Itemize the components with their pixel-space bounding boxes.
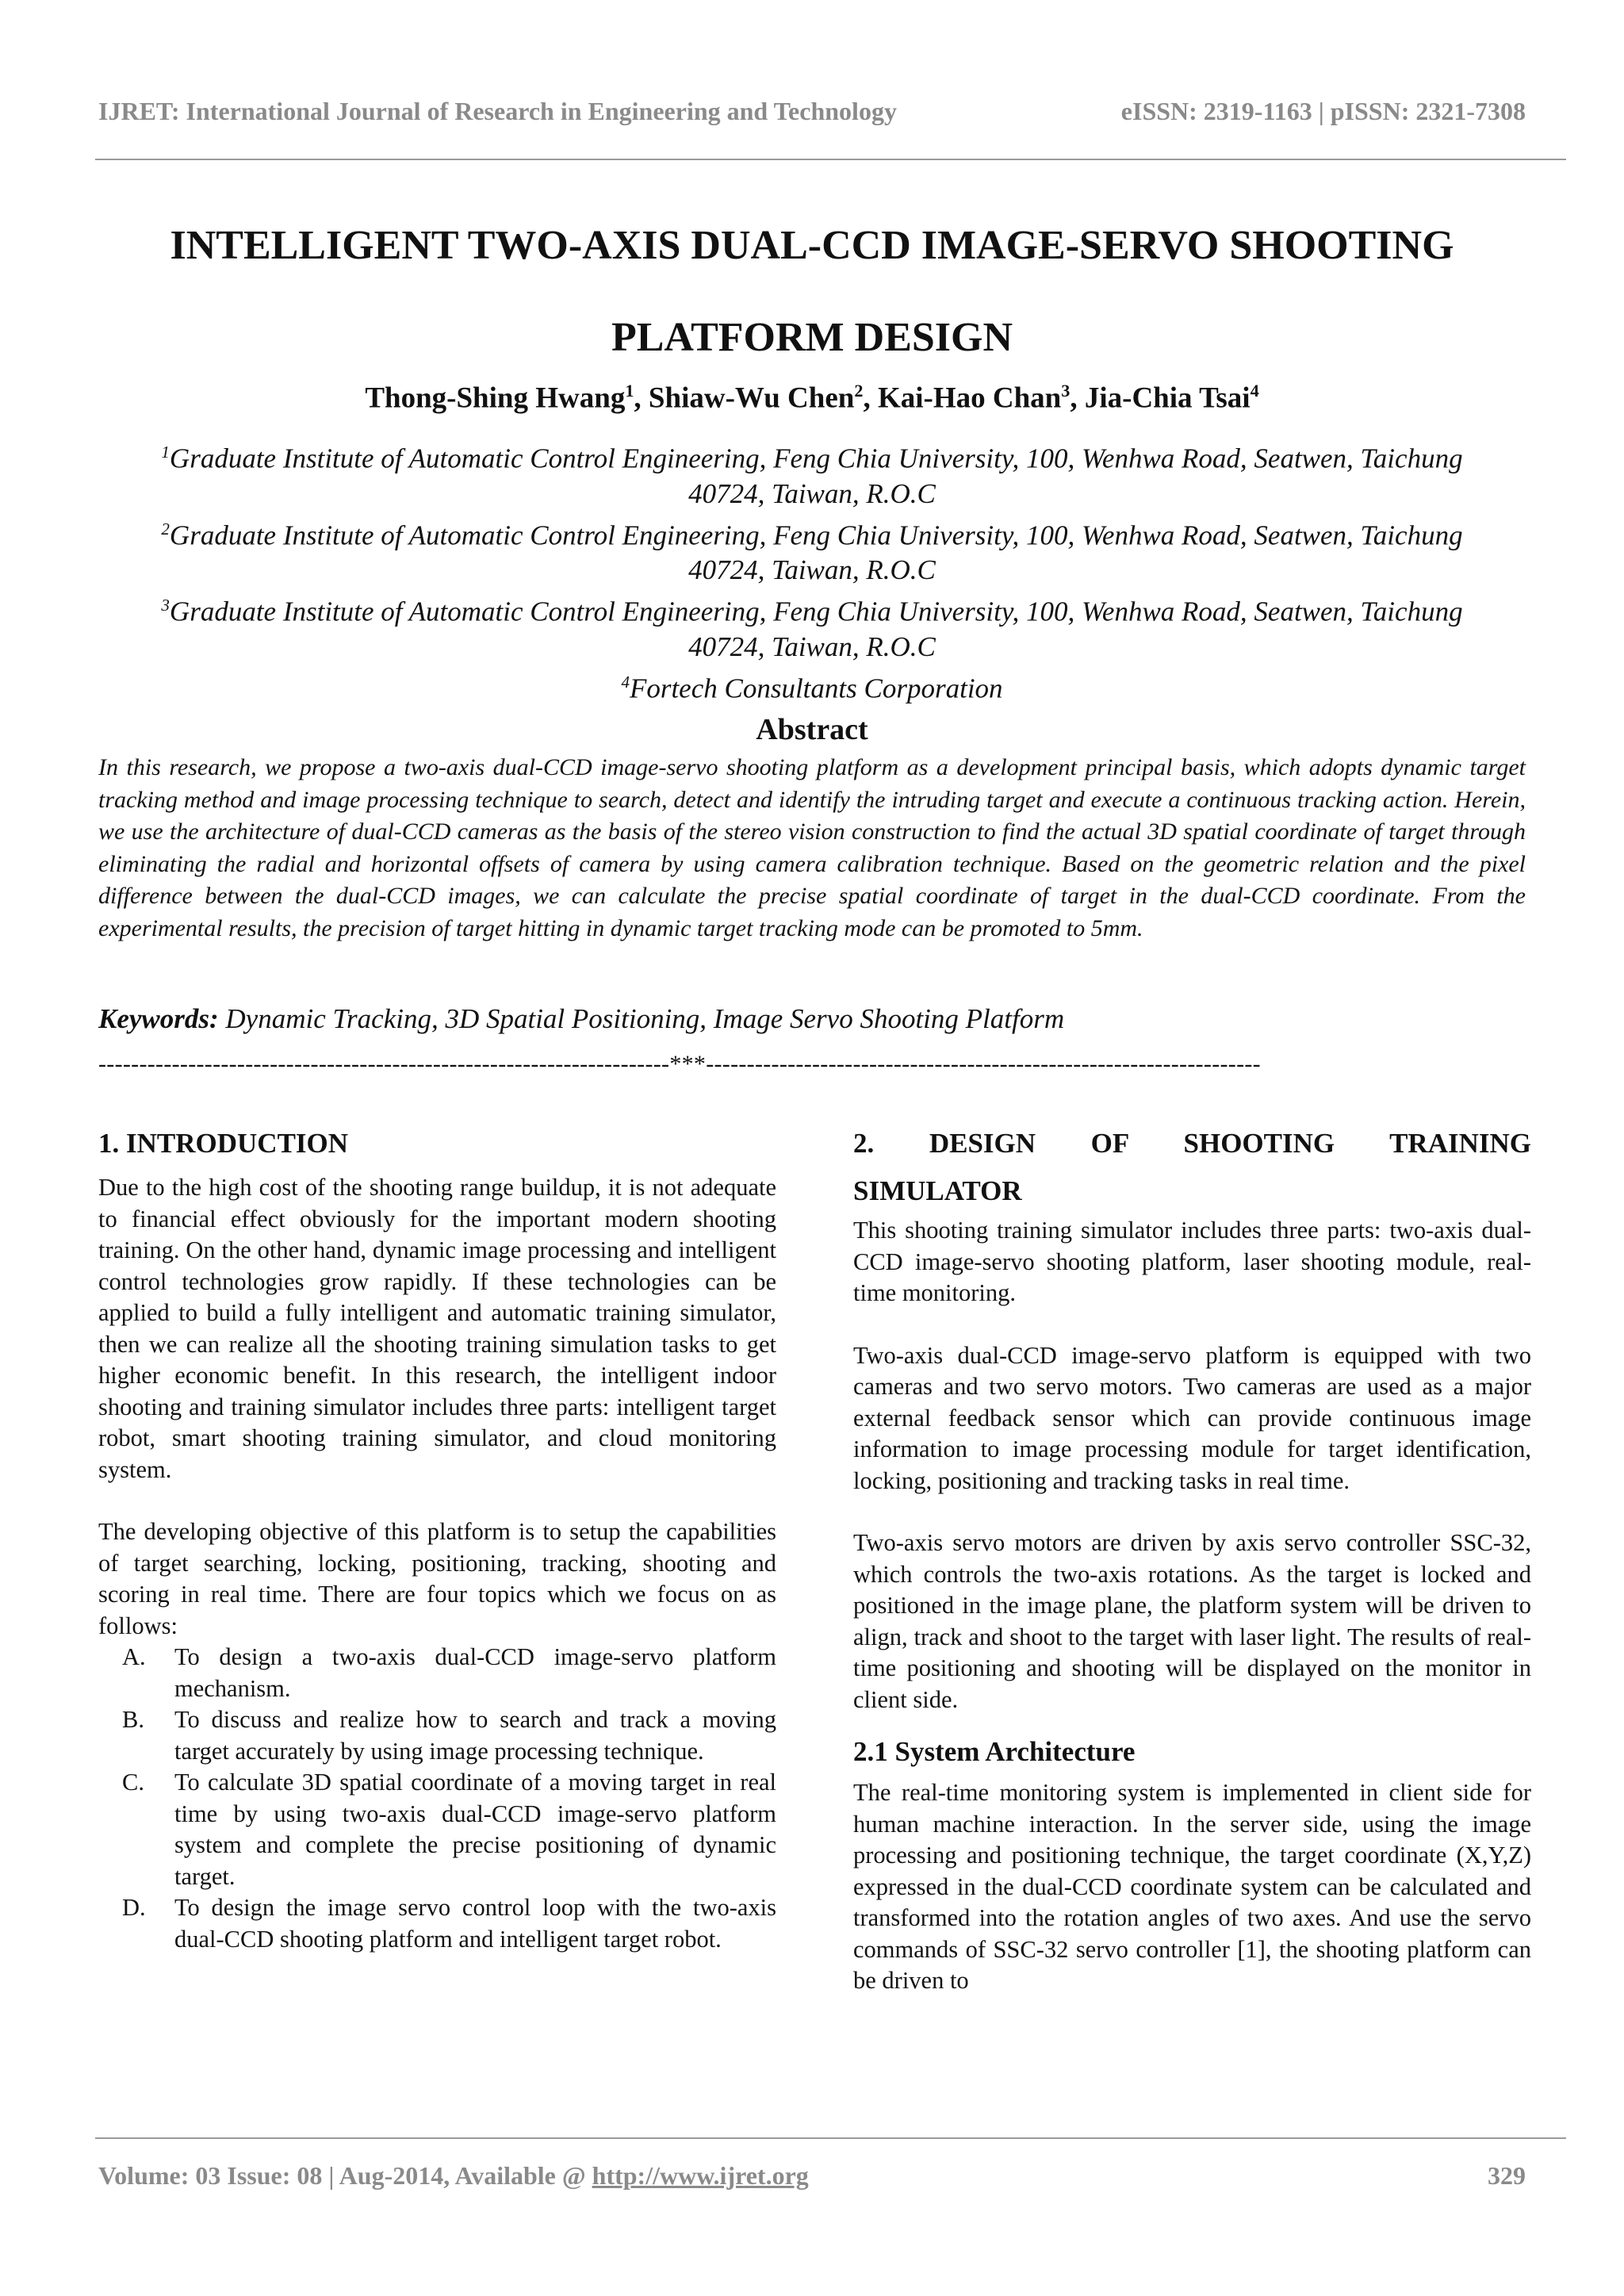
section-separator: ----------------------------------------------------------------------***-------------------------------------------------------------------- [98, 1051, 1261, 1077]
affiliation-1-line-1 [98, 435, 1526, 477]
affiliation-text: Graduate Institute of Automatic Control Engineering, Feng Chia University, 100, Wenhwa Road, Seatwen, Taichung [169, 596, 1463, 627]
author-name: Jia-Chia Tsai [1084, 381, 1251, 415]
left-column [98, 1125, 776, 1955]
list-marker: D. [122, 1894, 146, 1921]
affiliation-sup: 4 [621, 672, 630, 692]
journal-url-link[interactable]: http://www.ijret.org [592, 2161, 809, 2190]
design-paragraph-1: This shooting training simulator includes three parts: two-axis dual-CCD image-servo shooting platform, laser shooting module, real-time monitoring. [853, 1217, 1531, 1306]
title-line-1: INTELLIGENT TWO-AXIS DUAL-CCD IMAGE-SERVO SHOOTING [170, 223, 1454, 268]
intro-paragraph-2: The developing objective of this platform is to setup the capabilities of target searching, locking, positioning, tracking, shooting and scoring in real time. There are four topics which we focus on as follows: [98, 1518, 776, 1639]
author-name: Thong-Shing Hwang [365, 381, 626, 415]
running-footer [98, 2161, 1526, 2191]
author-name: Kai-Hao Chan [877, 381, 1062, 415]
footer-divider [95, 2137, 1566, 2139]
affiliation-list [98, 435, 1526, 707]
design-paragraph-2: Two-axis dual-CCD image-servo platform is equipped with two cameras and two servo motors. Two cameras are used as a major external feedback sensor which can provide continuous image information to image processing module for target identification, locking, positioning and tracking tasks in real time. [853, 1341, 1531, 1494]
author-sup: 4 [1250, 381, 1259, 401]
intro-heading: 1. INTRODUCTION [98, 1128, 349, 1159]
keywords-line [98, 1003, 1526, 1035]
right-column [853, 1125, 1531, 1997]
list-text: To discuss and realize how to search and track a moving target accurately by using image processing technique. [174, 1706, 776, 1765]
abstract-heading: Abstract [756, 713, 868, 746]
affiliation-text: Graduate Institute of Automatic Control Engineering, Feng Chia University, 100, Wenhwa Road, Seatwen, Taichung [169, 519, 1463, 551]
design-heading-line-1: 2. DESIGN OF SHOOTING TRAINING [853, 1128, 1531, 1159]
volume-text: Volume: 03 Issue: 08 | Aug-2014, Available @ [98, 2161, 592, 2190]
list-item [98, 1767, 776, 1892]
author-sep: , [863, 381, 878, 415]
affiliation-sup: 3 [161, 596, 170, 615]
system-architecture-heading: 2.1 System Architecture [853, 1736, 1136, 1767]
abstract-text: In this research, we propose a two-axis dual-CCD image-servo shooting platform as a development principal basis, which adopts dynamic target tracking method and image processing technique to search, detect and identify the intruding target and execute a continuous tracking action. Herein, we use the architecture of dual-CCD cameras as the basis of the stereo vision construction to find the actual 3D spatial coordinate of target through eliminating the radial and horizontal offsets of camera by using camera calibration technique. Based on the geometric relation and the pixel difference between the dual-CCD images, we can calculate the precise spatial coordinate of target in the dual-CCD coordinate. From the experimental results, the precision of target hitting in dynamic target tracking mode can be promoted to 5mm. [98, 754, 1526, 941]
title-line-2: PLATFORM DESIGN [611, 315, 1013, 360]
list-marker: A. [122, 1643, 146, 1670]
affiliation-text: Graduate Institute of Automatic Control Engineering, Feng Chia University, 100, Wenhwa Road, Seatwen, Taichung [169, 443, 1463, 474]
affiliation-2-line-2: 40724, Taiwan, R.O.C [688, 554, 936, 586]
affiliation-4-line-1 [98, 665, 1526, 707]
keywords-text: Dynamic Tracking, 3D Spatial Positioning, Image Servo Shooting Platform [218, 1003, 1065, 1034]
design-paragraph-3: Two-axis servo motors are driven by axis servo controller SSC-32, which controls the two-axis rotations. As the target is locked and positioned in the image plane, the platform system will be driven to align, track and shoot to the target with laser light. The results of real-time positioning and shooting will be displayed on the monitor in client side. [853, 1529, 1531, 1713]
keywords-label: Keywords: [98, 1003, 219, 1034]
affiliation-sup: 2 [161, 519, 170, 539]
design-heading-line-2: SIMULATOR [853, 1175, 1022, 1206]
volume-info [98, 2161, 809, 2191]
list-marker: C. [122, 1769, 144, 1796]
page-number: 329 [1488, 2161, 1526, 2190]
author-list [98, 381, 1526, 415]
intro-paragraph-1: Due to the high cost of the shooting range buildup, it is not adequate to financial effect obviously for the important modern shooting training. On the other hand, dynamic image processing and intelligent control technologies grow rapidly. If these technologies can be applied to build a fully intelligent and automatic training simulator, then we can realize all the shooting training simulation tasks to get higher economic benefit. In this research, the intelligent indoor shooting and training simulator includes three parts: intelligent target robot, smart shooting training simulator, and cloud monitoring system. [98, 1174, 776, 1483]
list-item [98, 1892, 776, 1955]
header-divider [95, 159, 1566, 160]
design-paragraph-4: The real-time monitoring system is implemented in client side for human machine interaction. In the server side, using the image processing and positioning technique, the target coordinate (X,Y,Z) expressed in the dual-CCD coordinate system can be calculated and transformed into the rotation angles of two axes. And use the servo commands of SSC-32 servo controller [1], the shooting platform can be driven to [853, 1779, 1531, 1994]
journal-name: IJRET: International Journal of Research in Engineering and Technology [98, 97, 897, 125]
list-text: To design a two-axis dual-CCD image-servo platform mechanism. [174, 1643, 776, 1702]
author-sep: , [1070, 381, 1085, 415]
list-item [98, 1704, 776, 1767]
affiliation-text: Fortech Consultants Corporation [629, 673, 1003, 704]
list-marker: B. [122, 1706, 144, 1733]
list-item [98, 1642, 776, 1704]
issn-info: eISSN: 2319-1163 | pISSN: 2321-7308 [1120, 97, 1526, 125]
author-name: Shiaw-Wu Chen [648, 381, 855, 415]
author-sup: 1 [625, 381, 634, 401]
author-sup: 3 [1061, 381, 1071, 401]
list-text: To calculate 3D spatial coordinate of a moving target in real time by using two-axis dual-CCD image-servo platform system and complete the precise positioning of dynamic target. [174, 1769, 776, 1890]
paper-title [98, 200, 1526, 384]
topics-list [98, 1642, 776, 1955]
running-header [98, 97, 1526, 126]
author-sup: 2 [854, 381, 864, 401]
list-text: To design the image servo control loop with the two-axis dual-CCD shooting platform and intelligent target robot. [174, 1894, 776, 1953]
affiliation-3-line-2: 40724, Taiwan, R.O.C [688, 631, 936, 662]
affiliation-3-line-1 [98, 588, 1526, 630]
affiliation-sup: 1 [161, 443, 170, 462]
author-sep: , [634, 381, 649, 415]
affiliation-1-line-2: 40724, Taiwan, R.O.C [688, 477, 936, 509]
affiliation-2-line-1 [98, 512, 1526, 554]
